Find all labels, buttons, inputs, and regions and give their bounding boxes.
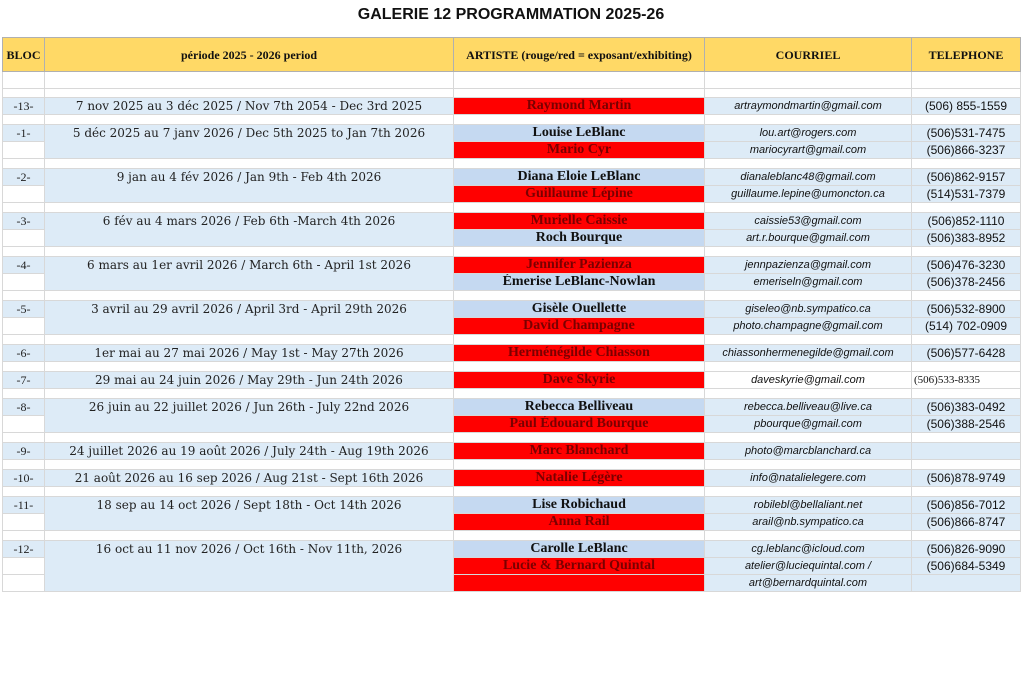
artist-name: Paul Édouard Bourque bbox=[454, 416, 705, 433]
spacer-row bbox=[3, 389, 1021, 399]
artist-name: Carolle LeBlanc bbox=[454, 541, 705, 558]
email-cell: pbourque@gmail.com bbox=[705, 416, 912, 433]
email-cell: photo@marcblanchard.ca bbox=[705, 443, 912, 460]
schedule-body bbox=[3, 72, 1021, 592]
spacer-row bbox=[3, 487, 1021, 497]
spacer-cell bbox=[705, 291, 912, 301]
period-cell: 5 déc 2025 au 7 janv 2026 / Dec 5th 2025 to Jan 7th 2026 bbox=[45, 125, 454, 159]
spacer-cell bbox=[705, 531, 912, 541]
bloc-cell: -1- bbox=[3, 125, 45, 142]
header-phone: TELEPHONE bbox=[912, 38, 1021, 72]
artist-name: Anna Rail bbox=[454, 514, 705, 531]
spacer-cell bbox=[705, 362, 912, 372]
header-email: COURRIEL bbox=[705, 38, 912, 72]
phone-cell: (506)383-8952 bbox=[912, 230, 1021, 247]
artist-name: Gisèle Ouellette bbox=[454, 301, 705, 318]
bloc-cell-empty bbox=[3, 514, 45, 531]
page-title: GALERIE 12 PROGRAMMATION 2025-26 bbox=[357, 6, 665, 23]
phone-cell: (514)531-7379 bbox=[912, 186, 1021, 203]
table-row bbox=[3, 98, 1021, 115]
table-row bbox=[3, 169, 1021, 186]
spacer-cell bbox=[912, 247, 1021, 257]
artist-name: Guillaume Lépine bbox=[454, 186, 705, 203]
table-row bbox=[3, 372, 1021, 389]
bloc-cell: -13- bbox=[3, 98, 45, 115]
spacer-cell bbox=[705, 89, 912, 98]
period-cell: 6 fév au 4 mars 2026 / Feb 6th -March 4th 2026 bbox=[45, 213, 454, 247]
header-period: période 2025 - 2026 period bbox=[45, 38, 454, 72]
spacer-cell bbox=[912, 89, 1021, 98]
artist-name: Herménégilde Chiasson bbox=[454, 345, 705, 362]
table-row bbox=[3, 399, 1021, 416]
email-cell: lou.art@rogers.com bbox=[705, 125, 912, 142]
spacer-cell bbox=[454, 335, 705, 345]
bloc-cell: -7- bbox=[3, 372, 45, 389]
bloc-cell: -6- bbox=[3, 345, 45, 362]
phone-cell: (506)878-9749 bbox=[912, 470, 1021, 487]
bloc-cell-empty bbox=[3, 416, 45, 433]
spacer-cell bbox=[454, 89, 705, 98]
spacer-cell bbox=[912, 362, 1021, 372]
spacer-row bbox=[3, 433, 1021, 443]
spacer-row bbox=[3, 291, 1021, 301]
email-cell: guillaume.lepine@umoncton.ca bbox=[705, 186, 912, 203]
artist-name-cont bbox=[454, 575, 705, 592]
email-cell: cg.leblanc@icloud.com bbox=[705, 541, 912, 558]
spacer-cell bbox=[3, 291, 45, 301]
phone-cell: (506) 855-1559 bbox=[912, 98, 1021, 115]
table-row bbox=[3, 213, 1021, 230]
period-cell: 7 nov 2025 au 3 déc 2025 / Nov 7th 2054 - Dec 3rd 2025 bbox=[45, 98, 454, 115]
bloc-cell: -12- bbox=[3, 541, 45, 558]
spacer-cell bbox=[3, 159, 45, 169]
spacer-cell bbox=[454, 115, 705, 125]
header-artist: ARTISTE (rouge/red = exposant/exhibiting) bbox=[454, 38, 705, 72]
spacer-cell bbox=[45, 362, 454, 372]
phone-cell: (506)577-6428 bbox=[912, 345, 1021, 362]
phone-cell: (506)533-8335 bbox=[912, 372, 1021, 389]
spacer-cell bbox=[45, 433, 454, 443]
spacer-cell bbox=[3, 487, 45, 497]
spacer-cell bbox=[454, 159, 705, 169]
spacer-cell bbox=[454, 72, 705, 89]
phone-cell: (506)866-8747 bbox=[912, 514, 1021, 531]
table-row bbox=[3, 257, 1021, 274]
spacer-row bbox=[3, 531, 1021, 541]
spacer-cell bbox=[3, 72, 45, 89]
artist-name: Émerise LeBlanc-Nowlan bbox=[454, 274, 705, 291]
spacer-cell bbox=[912, 203, 1021, 213]
spacer-cell bbox=[705, 247, 912, 257]
schedule-table bbox=[2, 37, 1021, 592]
phone-cell: (506)476-3230 bbox=[912, 257, 1021, 274]
period-cell: 26 juin au 22 juillet 2026 / Jun 26th - July 22nd 2026 bbox=[45, 399, 454, 433]
period-cell: 9 jan au 4 fév 2026 / Jan 9th - Feb 4th 2026 bbox=[45, 169, 454, 203]
spacer-row bbox=[3, 335, 1021, 345]
email-cell: jennpazienza@gmail.com bbox=[705, 257, 912, 274]
email-cell: atelier@luciequintal.com / bbox=[705, 558, 912, 575]
phone-cell: (506)852-1110 bbox=[912, 213, 1021, 230]
spacer-cell bbox=[45, 291, 454, 301]
artist-name: Lucie & Bernard Quintal bbox=[454, 558, 705, 575]
spacer-cell bbox=[912, 72, 1021, 89]
artist-name: Rebecca Belliveau bbox=[454, 399, 705, 416]
spacer-row bbox=[3, 460, 1021, 470]
period-cell: 1er mai au 27 mai 2026 / May 1st - May 27th 2026 bbox=[45, 345, 454, 362]
spacer-row bbox=[3, 362, 1021, 372]
period-cell: 3 avril au 29 avril 2026 / April 3rd - April 29th 2026 bbox=[45, 301, 454, 335]
email-cell: chiassonhermenegilde@gmail.com bbox=[705, 345, 912, 362]
phone-cell: (506)684-5349 bbox=[912, 558, 1021, 575]
bloc-cell-empty bbox=[3, 142, 45, 159]
bloc-cell-empty bbox=[3, 575, 45, 592]
artist-name: Mario Cyr bbox=[454, 142, 705, 159]
bloc-cell-empty bbox=[3, 318, 45, 335]
artist-name: Raymond Martin bbox=[454, 98, 705, 115]
bloc-cell: -10- bbox=[3, 470, 45, 487]
phone-cell: (506)826-9090 bbox=[912, 541, 1021, 558]
table-row bbox=[3, 301, 1021, 318]
period-cell: 21 août 2026 au 16 sep 2026 / Aug 21st - Sept 16th 2026 bbox=[45, 470, 454, 487]
spacer-cell bbox=[45, 89, 454, 98]
artist-name: Marc Blanchard bbox=[454, 443, 705, 460]
period-cell: 18 sep au 14 oct 2026 / Sept 18th - Oct 14th 2026 bbox=[45, 497, 454, 531]
spacer-cell bbox=[3, 433, 45, 443]
email-cell: giseleo@nb.sympatico.ca bbox=[705, 301, 912, 318]
spacer-cell bbox=[45, 115, 454, 125]
spacer-cell bbox=[705, 72, 912, 89]
spacer-cell bbox=[45, 487, 454, 497]
email-cell: art.r.bourque@gmail.com bbox=[705, 230, 912, 247]
spacer-cell bbox=[705, 460, 912, 470]
phone-cell: (514) 702-0909 bbox=[912, 318, 1021, 335]
email-cell: art@bernardquintal.com bbox=[705, 575, 912, 592]
spacer-cell bbox=[3, 89, 45, 98]
table-row bbox=[3, 497, 1021, 514]
email-cell: caissie53@gmail.com bbox=[705, 213, 912, 230]
email-cell: dianaleblanc48@gmail.com bbox=[705, 169, 912, 186]
spacer-cell bbox=[454, 531, 705, 541]
table-row bbox=[3, 470, 1021, 487]
spacer-cell bbox=[3, 460, 45, 470]
bloc-cell: -3- bbox=[3, 213, 45, 230]
email-cell: rebecca.belliveau@live.ca bbox=[705, 399, 912, 416]
bloc-cell: -11- bbox=[3, 497, 45, 514]
phone-cell-empty bbox=[912, 575, 1021, 592]
spacer-cell bbox=[705, 389, 912, 399]
bloc-cell-empty bbox=[3, 274, 45, 291]
phone-cell bbox=[912, 443, 1021, 460]
spacer-cell bbox=[454, 247, 705, 257]
artist-name: Roch Bourque bbox=[454, 230, 705, 247]
bloc-cell-empty bbox=[3, 558, 45, 575]
email-cell: emeriseln@gmail.com bbox=[705, 274, 912, 291]
artist-name: Murielle Caissie bbox=[454, 213, 705, 230]
bloc-cell: -8- bbox=[3, 399, 45, 416]
artist-name: David Champagne bbox=[454, 318, 705, 335]
spacer-cell bbox=[454, 389, 705, 399]
table-row bbox=[3, 345, 1021, 362]
bloc-cell: -4- bbox=[3, 257, 45, 274]
email-cell: photo.champagne@gmail.com bbox=[705, 318, 912, 335]
spacer-cell bbox=[45, 247, 454, 257]
table-row bbox=[3, 443, 1021, 460]
spacer-row bbox=[3, 72, 1021, 89]
spacer-cell bbox=[454, 460, 705, 470]
phone-cell: (506)532-8900 bbox=[912, 301, 1021, 318]
spacer-cell bbox=[912, 291, 1021, 301]
spacer-cell bbox=[454, 291, 705, 301]
email-cell: robilebl@bellaliant.net bbox=[705, 497, 912, 514]
spacer-cell bbox=[705, 115, 912, 125]
header-row bbox=[3, 38, 1021, 72]
spacer-cell bbox=[3, 531, 45, 541]
spacer-cell bbox=[912, 389, 1021, 399]
period-cell: 6 mars au 1er avril 2026 / March 6th - April 1st 2026 bbox=[45, 257, 454, 291]
phone-cell: (506)383-0492 bbox=[912, 399, 1021, 416]
spacer-row bbox=[3, 203, 1021, 213]
artist-name: Louise LeBlanc bbox=[454, 125, 705, 142]
spacer-cell bbox=[454, 433, 705, 443]
table-row bbox=[3, 125, 1021, 142]
spacer-cell bbox=[912, 487, 1021, 497]
spacer-cell bbox=[45, 389, 454, 399]
spacer-cell bbox=[705, 335, 912, 345]
artist-name: Jennifer Pazienza bbox=[454, 257, 705, 274]
artist-name: Lise Robichaud bbox=[454, 497, 705, 514]
spacer-cell bbox=[45, 335, 454, 345]
phone-cell: (506)378-2456 bbox=[912, 274, 1021, 291]
spacer-cell bbox=[3, 247, 45, 257]
email-cell: artraymondmartin@gmail.com bbox=[705, 98, 912, 115]
bloc-cell: -5- bbox=[3, 301, 45, 318]
spacer-row bbox=[3, 159, 1021, 169]
artist-name: Natalie Légère bbox=[454, 470, 705, 487]
spacer-cell bbox=[45, 159, 454, 169]
spacer-row bbox=[3, 247, 1021, 257]
email-cell: info@natalielegere.com bbox=[705, 470, 912, 487]
spacer-cell bbox=[3, 203, 45, 213]
spacer-cell bbox=[705, 433, 912, 443]
spacer-row bbox=[3, 89, 1021, 98]
bloc-cell-empty bbox=[3, 230, 45, 247]
email-cell: daveskyrie@gmail.com bbox=[705, 372, 912, 389]
spacer-cell bbox=[705, 487, 912, 497]
spacer-cell bbox=[45, 203, 454, 213]
spacer-cell bbox=[912, 115, 1021, 125]
bloc-cell: -9- bbox=[3, 443, 45, 460]
spacer-cell bbox=[912, 531, 1021, 541]
table-row bbox=[3, 541, 1021, 558]
phone-cell: (506)531-7475 bbox=[912, 125, 1021, 142]
spacer-cell bbox=[3, 115, 45, 125]
bloc-cell-empty bbox=[3, 186, 45, 203]
email-cell: mariocyrart@gmail.com bbox=[705, 142, 912, 159]
period-cell: 24 juillet 2026 au 19 août 2026 / July 24th - Aug 19th 2026 bbox=[45, 443, 454, 460]
spacer-cell bbox=[45, 531, 454, 541]
spacer-cell bbox=[912, 335, 1021, 345]
spacer-cell bbox=[3, 389, 45, 399]
phone-cell: (506)388-2546 bbox=[912, 416, 1021, 433]
spacer-row bbox=[3, 115, 1021, 125]
spacer-cell bbox=[705, 203, 912, 213]
spacer-cell bbox=[3, 335, 45, 345]
spacer-cell bbox=[45, 460, 454, 470]
spacer-cell bbox=[454, 487, 705, 497]
bloc-cell: -2- bbox=[3, 169, 45, 186]
spacer-cell bbox=[912, 159, 1021, 169]
phone-cell: (506)856-7012 bbox=[912, 497, 1021, 514]
artist-name: Dave Skyrie bbox=[454, 372, 705, 389]
spacer-cell bbox=[912, 433, 1021, 443]
period-cell: 29 mai au 24 juin 2026 / May 29th - Jun 24th 2026 bbox=[45, 372, 454, 389]
spacer-cell bbox=[705, 159, 912, 169]
phone-cell: (506)862-9157 bbox=[912, 169, 1021, 186]
header-bloc: BLOC bbox=[3, 38, 45, 72]
spacer-cell bbox=[3, 362, 45, 372]
spacer-cell bbox=[45, 72, 454, 89]
spacer-cell bbox=[454, 362, 705, 372]
artist-name: Diana Eloie LeBlanc bbox=[454, 169, 705, 186]
spacer-cell bbox=[454, 203, 705, 213]
phone-cell: (506)866-3237 bbox=[912, 142, 1021, 159]
period-cell: 16 oct au 11 nov 2026 / Oct 16th - Nov 11th, 2026 bbox=[45, 541, 454, 592]
spacer-cell bbox=[912, 460, 1021, 470]
email-cell: arail@nb.sympatico.ca bbox=[705, 514, 912, 531]
